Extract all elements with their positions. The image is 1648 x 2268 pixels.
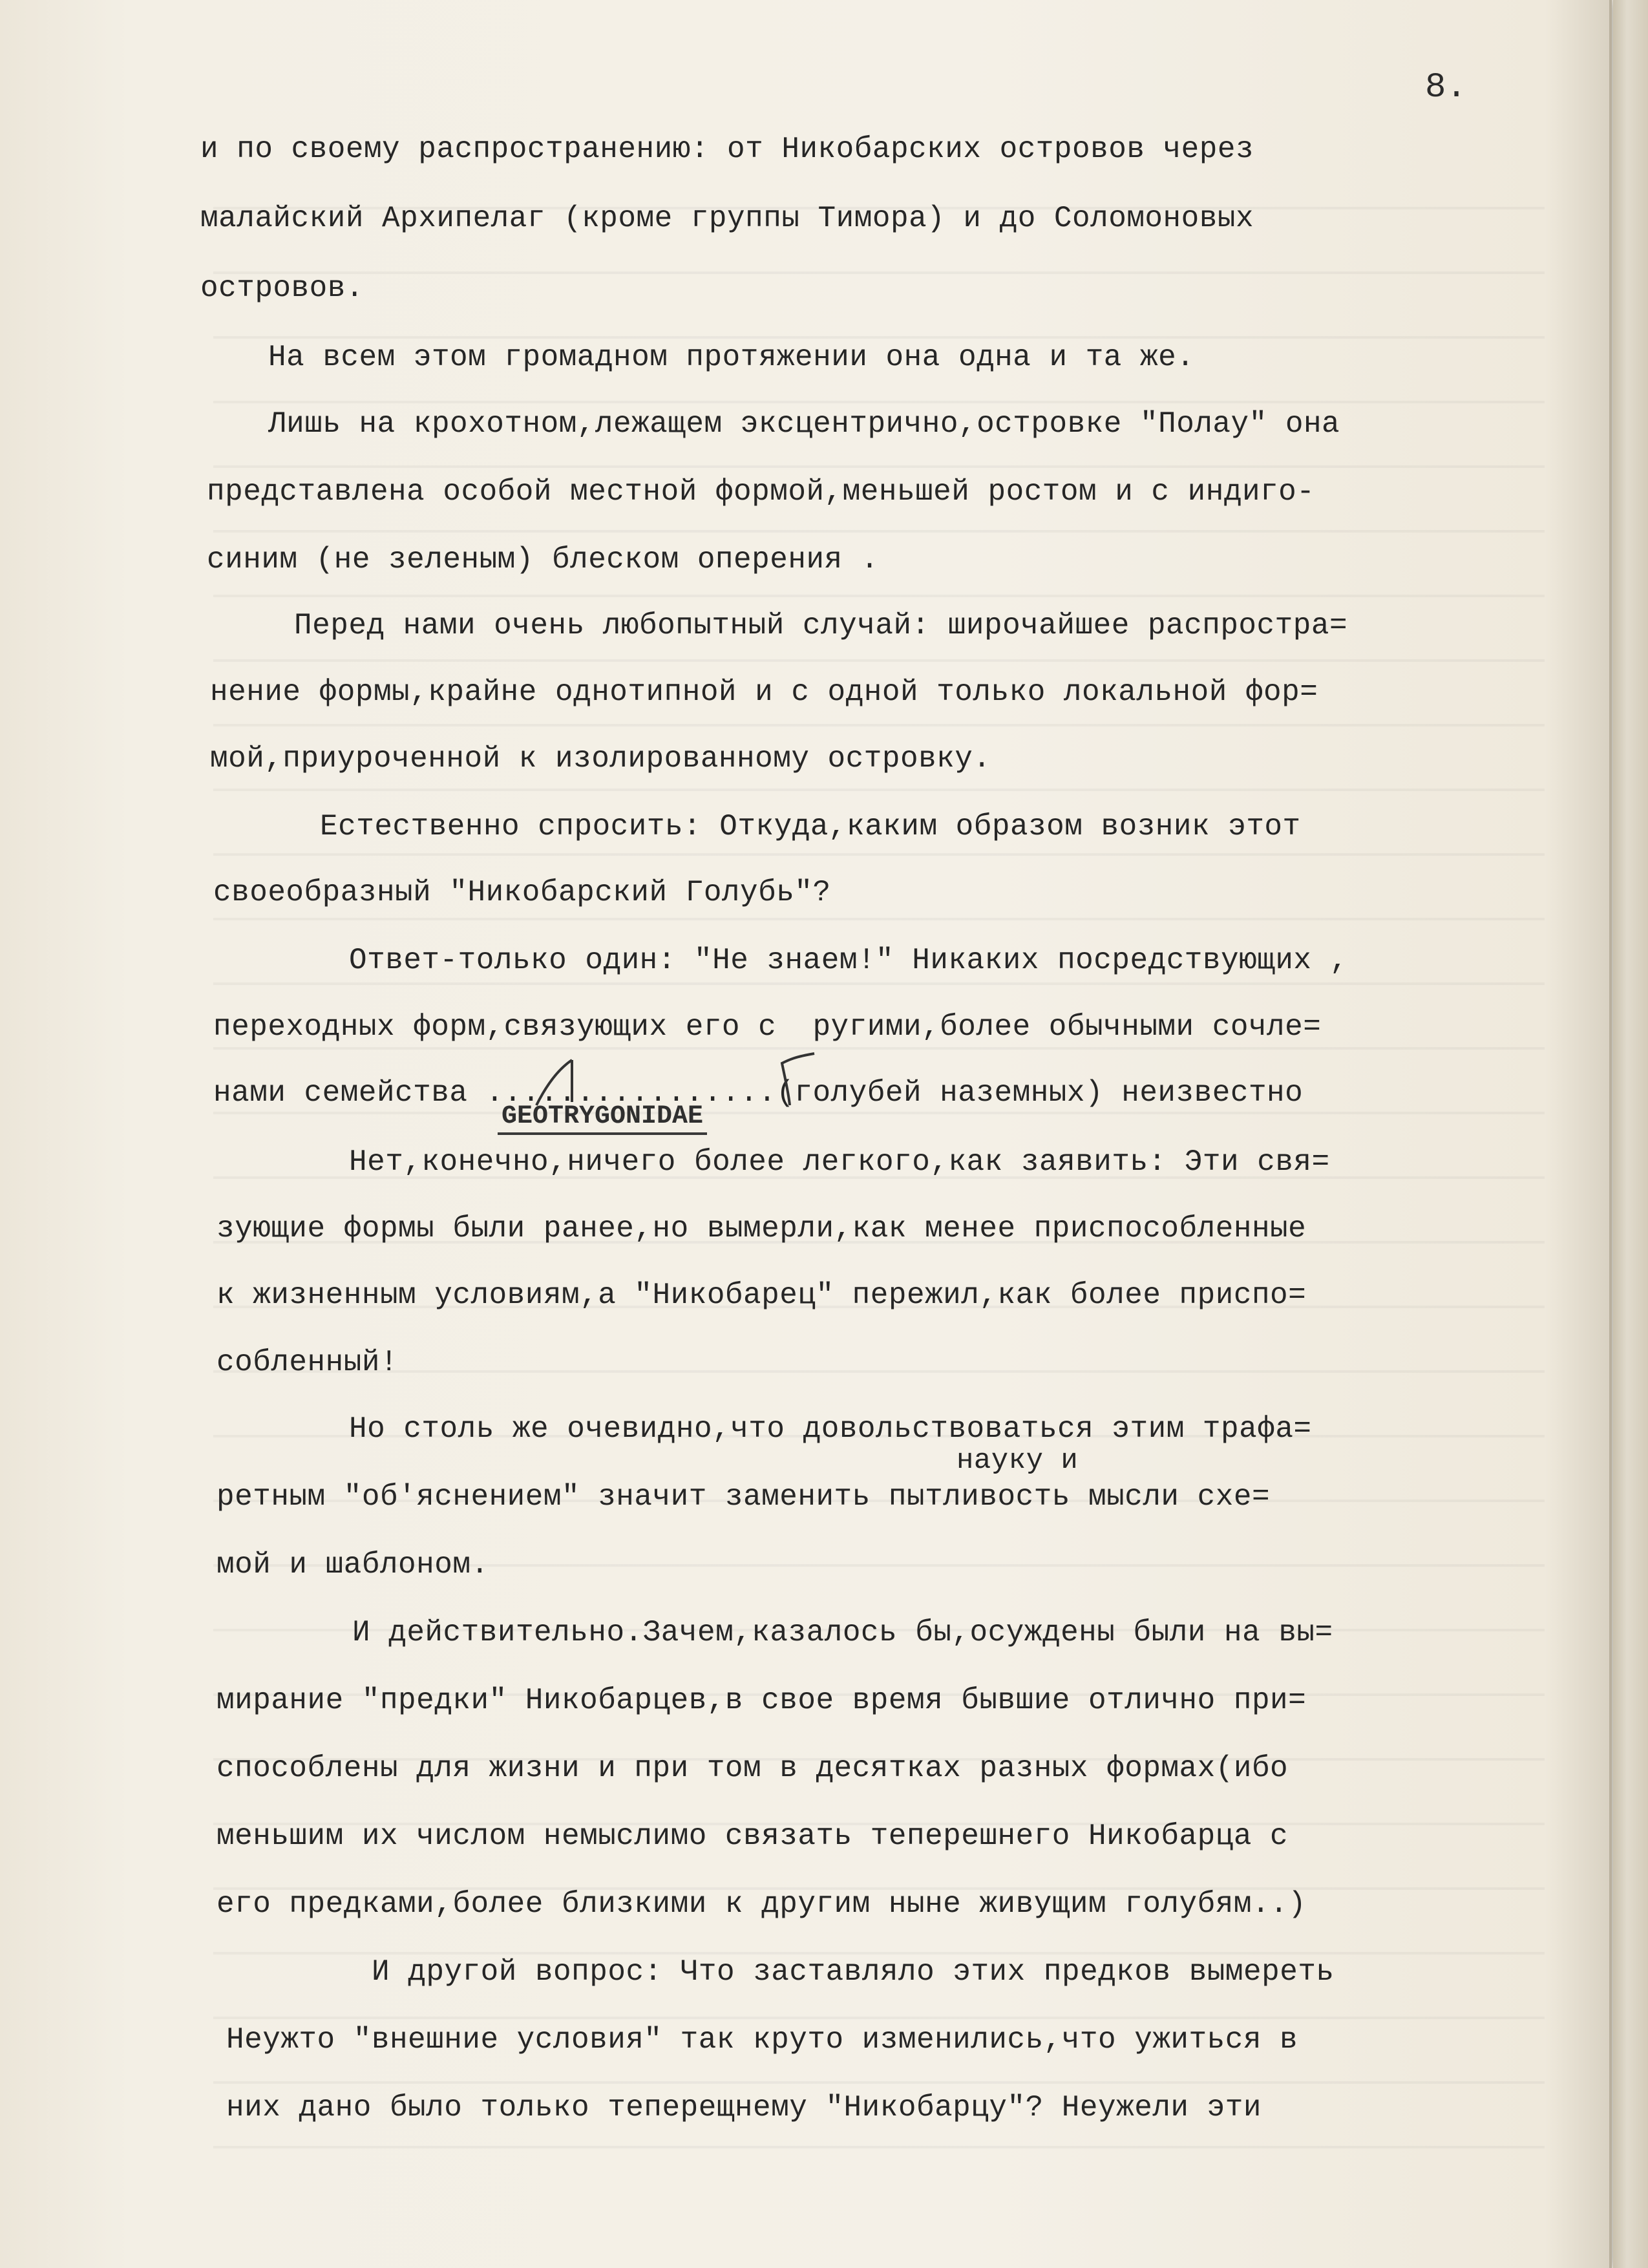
text-line-9: нение формы,крайне однотипной и с одной только локальной фор= (210, 675, 1318, 709)
text-line-19: собленный! (217, 1346, 399, 1379)
inserted-words: науку и (956, 1445, 1079, 1477)
text-line-26: меньшим их числом немыслимо связать теперешнего Никобарца с (217, 1819, 1289, 1853)
text-line-30: них дано было только теперещнему "Никобарцу"? Неужели эти (226, 2091, 1262, 2125)
text-line-22: мой и шаблоном. (217, 1548, 489, 1582)
text-line-17: зующие формы были ранее,но вымерли,как менее приспособленные (217, 1212, 1307, 1245)
text-line-5: Лишь на крохотном,лежащем эксцентрично,островке "Полау" она (268, 407, 1340, 441)
text-line-28: И другой вопрос: Что заставляло этих предков вымереть (372, 1955, 1335, 1989)
text-line-1: и по своему распространению: от Никобарских островов через (200, 132, 1254, 166)
text-line-6: представлена особой местной формой,меньшей ростом и с индиго- (207, 475, 1315, 509)
text-line-2: малайский Архипелаг (кроме группы Тимора) и до Соломоновых (200, 202, 1254, 235)
text-line-10: мой,приуроченной к изолированному островку. (210, 742, 991, 776)
text-line-24: мирание "предки" Никобарцев,в свое время бывшие отлично при= (217, 1684, 1307, 1717)
text-line-11: Естественно спросить: Откуда,каким образом возник этот (320, 810, 1301, 843)
text-line-3: островов. (200, 271, 364, 305)
text-line-7: синим (не зеленым) блеском оперения . (207, 543, 879, 577)
text-line-25: способлены для жизни и при том в десятках разных формах(ибо (217, 1752, 1289, 1785)
page-number: 8. (1425, 68, 1467, 107)
text-line-8: Перед нами очень любопытный случай: широчайшее распростра= (294, 609, 1348, 642)
text-line-16: Нет,конечно,ничего более легкого,как заявить: Эти свя= (349, 1145, 1330, 1179)
text-line-20: Но столь же очевидно,что довольствоваться этим трафа= (349, 1412, 1312, 1446)
inserted-latin-name: GEOTRYGONIDAE (498, 1102, 707, 1135)
text-line-18: к жизненным условиям,а "Никобарец" пережил,как более приспо= (217, 1278, 1307, 1312)
text-line-14: переходных форм,связующих его с ругими,более обычными сочле= (213, 1010, 1322, 1044)
text-line-21: ретным "об'яснением" значит заменить пытливость мысли схе= (217, 1480, 1271, 1514)
text-line-13: Ответ-только один: "Не знаем!" Никаких посредствующих , (349, 944, 1348, 977)
text-line-4: На всем этом громадном протяжении она одна и та же. (268, 341, 1195, 374)
text-line-12: своеобразный "Никобарский Голубь"? (213, 876, 831, 909)
text-line-27: его предками,более близкими к другим ныне живущим голубям..) (217, 1887, 1307, 1921)
text-line-23: И действительно.Зачем,казалось бы,осуждены были на вы= (352, 1616, 1333, 1649)
handwritten-insert-mark (511, 1041, 860, 1112)
page-edge (1613, 0, 1648, 2268)
text-line-15: нами семейства ................(голубей наземных) неизвестно (213, 1076, 1304, 1110)
text-line-29: Неужто "внешние условия" так круто изменились,что ужиться в (226, 2023, 1298, 2057)
